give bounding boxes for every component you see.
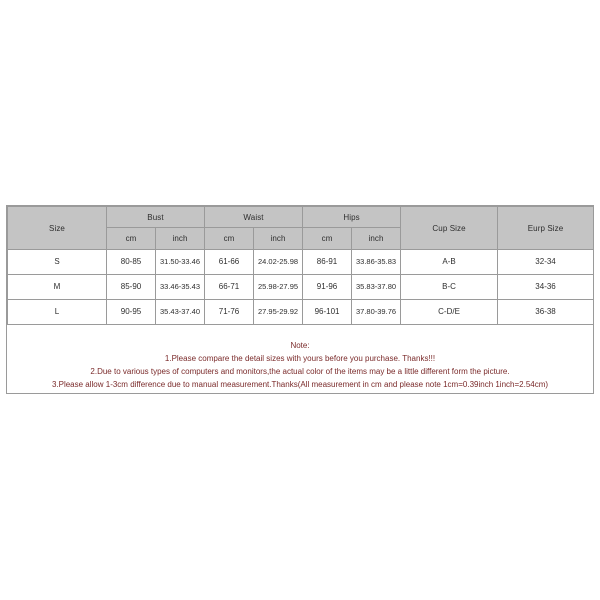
header-cup-size: Cup Size <box>401 207 498 250</box>
header-size: Size <box>8 207 107 250</box>
cell-cup: B-C <box>401 275 498 300</box>
cell-hips-inch: 35.83-37.80 <box>352 275 401 300</box>
size-chart <box>6 205 594 394</box>
subheader-bust-inch: inch <box>156 228 205 250</box>
cell-hips-cm: 96-101 <box>303 300 352 325</box>
cell-bust-inch: 33.46-35.43 <box>156 275 205 300</box>
subheader-hips-inch: inch <box>352 228 401 250</box>
cell-hips-cm: 91-96 <box>303 275 352 300</box>
cell-cup: C-D/E <box>401 300 498 325</box>
cell-hips-cm: 86-91 <box>303 250 352 275</box>
cell-waist-cm: 71-76 <box>205 300 254 325</box>
header-eurp-size: Eurp Size <box>498 207 594 250</box>
cell-waist-cm: 66-71 <box>205 275 254 300</box>
cell-waist-inch: 25.98-27.95 <box>254 275 303 300</box>
header-bust: Bust <box>107 207 205 228</box>
cell-eurp: 32-34 <box>498 250 594 275</box>
cell-size: L <box>8 300 107 325</box>
subheader-waist-inch: inch <box>254 228 303 250</box>
cell-waist-cm: 61-66 <box>205 250 254 275</box>
header-hips: Hips <box>303 207 401 228</box>
note-line-2: 2.Due to various types of computers and monitors,the actual color of the items may be a little different form the picture. <box>90 367 510 376</box>
notes-title: Note: <box>290 341 310 350</box>
table-row-s <box>8 250 594 275</box>
cell-cup: A-B <box>401 250 498 275</box>
cell-bust-cm: 90-95 <box>107 300 156 325</box>
cell-bust-inch: 35.43-37.40 <box>156 300 205 325</box>
table-row-m <box>8 275 594 300</box>
cell-bust-cm: 85-90 <box>107 275 156 300</box>
header-waist: Waist <box>205 207 303 228</box>
cell-hips-inch: 37.80-39.76 <box>352 300 401 325</box>
cell-bust-inch: 31.50-33.46 <box>156 250 205 275</box>
table-row-l <box>8 300 594 325</box>
cell-waist-inch: 24.02-25.98 <box>254 250 303 275</box>
cell-size: M <box>8 275 107 300</box>
note-line-1: 1.Please compare the detail sizes with yours before you purchase. Thanks!!! <box>164 354 436 363</box>
cell-hips-inch: 33.86-35.83 <box>352 250 401 275</box>
subheader-hips-cm: cm <box>303 228 352 250</box>
subheader-bust-cm: cm <box>107 228 156 250</box>
size-table <box>7 206 594 325</box>
cell-bust-cm: 80-85 <box>107 250 156 275</box>
cell-waist-inch: 27.95-29.92 <box>254 300 303 325</box>
subheader-waist-cm: cm <box>205 228 254 250</box>
notes-section <box>7 339 593 391</box>
cell-eurp: 34-36 <box>498 275 594 300</box>
cell-eurp: 36-38 <box>498 300 594 325</box>
cell-size: S <box>8 250 107 275</box>
header-row <box>8 207 594 228</box>
note-line-3: 3.Please allow 1-3cm difference due to manual measurement.Thanks(All measurement in cm and please note 1cm=0.39inch 1inch=2.54cm) <box>51 380 549 389</box>
